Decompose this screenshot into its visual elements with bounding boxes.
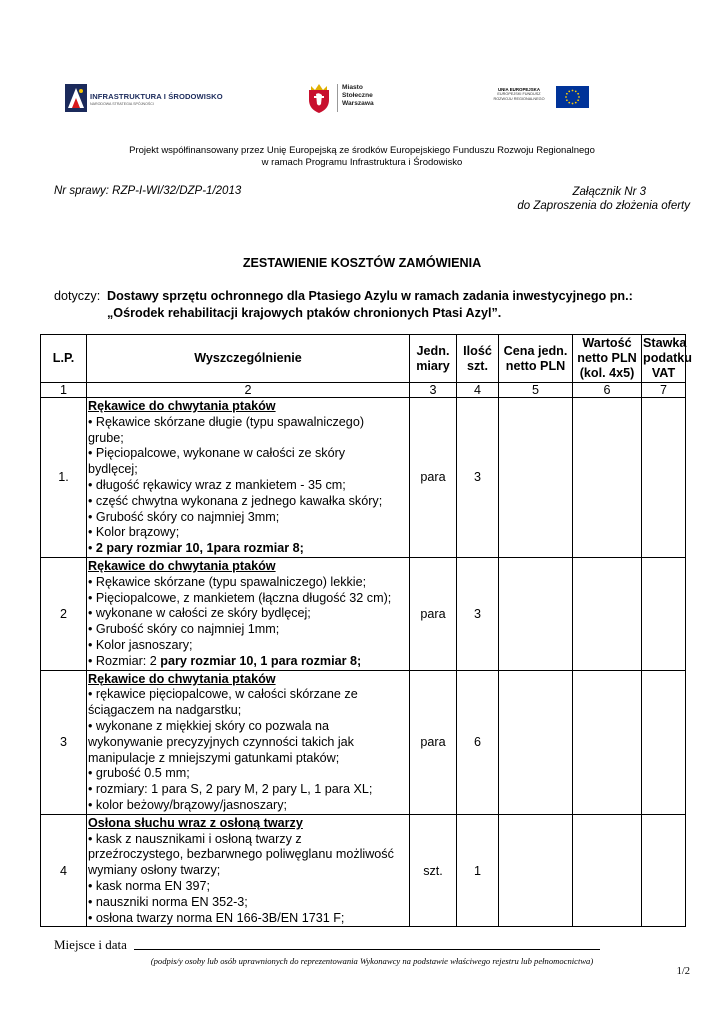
col-number: 1 [41,383,87,398]
row-description [87,814,410,927]
header-unit: Jedn. miary [410,335,457,383]
item-line-size: • Rozmiar: 2 pary rozmiar 10, 1 para rozmiar 8; [88,653,362,668]
item-line: • osłona twarzy norma EN 166-3B/EN 1731 F; [88,910,345,925]
table-row [41,398,686,558]
item-line: • Kolor jasnoszary; [88,637,193,652]
item-line: • grubość 0.5 mm; [88,766,190,781]
item-name: Rękawice do chwytania ptaków [88,558,276,573]
row-qty: 6 [457,670,499,814]
annex-reference: Załącznik Nr 3 do Zaproszenia do złożenia oferty [517,186,690,212]
subject-text: Dostawy sprzętu ochronnego dla Ptasiego Azylu w ramach zadania inwestycyjnego pn.: „Ośrodek rehabilitacji krajowych ptaków chronionych Ptasi Azyl”. [107,289,633,320]
signature-line[interactable] [134,949,600,950]
row-description [87,670,410,814]
col-number: 7 [642,383,686,398]
item-name: Rękawice do chwytania ptaków [88,399,276,413]
row-lp: 4 [41,814,87,927]
infrastructure-emblem-icon [65,84,87,112]
header-spec: Wyszczególnienie [87,335,410,383]
item-name: Osłona słuchu wraz z osłoną twarzy [88,815,303,830]
page-number: 1/2 [676,966,690,977]
item-line: • rękawice pięciopalcowe, w całości skórzane ze [88,687,358,702]
col-number: 2 [87,383,410,398]
col-number: 3 [410,383,457,398]
warsaw-logo-separator [337,84,338,112]
column-number-row [41,383,686,398]
item-line: • Pięciopalcowe, wykonane w całości ze skóry [88,446,346,461]
place-and-date [54,937,600,953]
row-description [87,398,410,558]
table-header-row [41,335,686,383]
col-number: 5 [499,383,573,398]
table-row [41,814,686,927]
row-value-cell[interactable] [573,814,642,927]
item-line: • rozmiary: 1 para S, 2 pary M, 2 pary L, 1 para XL; [88,782,373,797]
eu-star-icon [577,99,579,101]
eu-star-icon [572,90,574,92]
row-vat-cell[interactable] [642,557,686,670]
table-row [41,670,686,814]
eu-star-icon [566,93,568,95]
eu-star-icon [566,99,568,101]
item-line: • Grubość skóry co najmniej 1mm; [88,622,280,637]
row-unit: para [410,670,457,814]
item-line: przeźroczystego, bezbarwnego poliwęglanu możliwość [88,847,394,862]
row-unit: para [410,398,457,558]
row-value-cell[interactable] [573,398,642,558]
subject-label: dotyczy: [54,289,101,303]
item-line: • kask norma EN 397; [88,878,211,893]
row-price-cell[interactable] [499,557,573,670]
item-line: wymiany osłony twarzy; [88,863,221,878]
header-price: Cena jedn. netto PLN [499,335,573,383]
place-date-label: Miejsce i data [54,937,127,952]
row-unit: para [410,557,457,670]
header-value: Wartość netto PLN (kol. 4x5) [573,335,642,383]
eu-flag-icon [556,86,589,108]
eu-star-icon [578,96,580,98]
item-line-size: • 2 pary rozmiar 10, 1para rozmiar 8; [88,541,304,556]
header-lp: L.P. [41,335,87,383]
row-qty: 3 [457,398,499,558]
eu-star-icon [577,93,579,95]
item-line: grube; [88,430,124,445]
warsaw-logo [306,82,406,116]
case-number: Nr sprawy: RZP-I-WI/32/DZP-1/2013 [54,185,242,197]
eu-star-icon [568,90,570,92]
logo-bar [0,78,724,122]
item-line: • Rękawice skórzane długie (typu spawalniczego) [88,414,365,429]
infrastructure-logo-subtitle: NARODOWA STRATEGIA SPÓJNOŚCI [90,102,154,106]
header-qty: Ilość szt. [457,335,499,383]
item-line: • wykonane w całości ze skóry bydlęcej; [88,606,311,621]
signature-note: (podpis/y osoby lub osób uprawnionych do reprezentowania Wykonawcy na podstawie właściwego rejestru lub pełnomocnictwa) [150,956,594,966]
row-lp: 2 [41,557,87,670]
eu-logo-text: UNIA EUROPEJSKA EUROPEJSKI FUNDUSZ ROZWOJU REGIONALNEGO [493,87,545,101]
warsaw-logo-text: Miasto Stołeczne Warszawa [342,84,374,108]
eu-star-icon [575,102,577,104]
project-funding-note: Projekt współfinansowany przez Unię Europejską ze środków Europejskiego Funduszu Rozwoju Regionalnego w ramach Programu Infrastruktura i Środowisko [129,145,595,168]
eu-star-icon [575,90,577,92]
header-vat: Stawka podatku VAT [642,335,686,383]
eu-star-icon [572,103,574,105]
row-description [87,557,410,670]
col-number: 6 [573,383,642,398]
row-value-cell[interactable] [573,557,642,670]
infrastructure-logo [65,84,235,114]
eu-logo [484,86,590,112]
item-line: • kask z nausznikami i osłoną twarzy z [88,831,302,846]
item-line: • Grubość skóry co najmniej 3mm; [88,509,280,524]
row-lp: 1. [41,398,87,558]
item-line: ściągaczem na nadgarstku; [88,703,242,718]
item-line: • Pięciopalcowe, z mankietem (łączna długość 32 cm); [88,590,392,605]
item-line: • Kolor brązowy; [88,525,180,540]
item-line: manipulacje z mniejszymi gatunkami ptaków; [88,750,340,765]
warsaw-crest-icon [306,82,332,114]
col-number: 4 [457,383,499,398]
row-vat-cell[interactable] [642,670,686,814]
infrastructure-logo-title: INFRASTRUKTURA I ŚRODOWISKO [90,92,223,101]
row-price-cell[interactable] [499,814,573,927]
row-price-cell[interactable] [499,670,573,814]
row-qty: 1 [457,814,499,927]
cost-table [40,334,692,927]
row-price-cell[interactable] [499,398,573,558]
row-unit: szt. [410,814,457,927]
row-value-cell[interactable] [573,670,642,814]
eu-star-icon [565,96,567,98]
item-line: • długość rękawicy wraz z mankietem - 35 cm; [88,477,346,492]
item-line: • Rękawice skórzane (typu spawalniczego) lekkie; [88,574,367,589]
item-line: • część chwytna wykonana z jednego kawałka skóry; [88,493,383,508]
table-row [41,557,686,670]
item-line: • nauszniki norma EN 352-3; [88,894,248,909]
item-line: bydlęcej; [88,462,138,477]
row-vat-cell[interactable] [642,398,686,558]
item-line: • kolor beżowy/brązowy/jasnoszary; [88,797,287,812]
item-line: wykonywanie precyzyjnych czynności takich jak [88,734,354,749]
eu-star-icon [568,102,570,104]
item-line: • wykonane z miękkiej skóry co pozwala na [88,718,329,733]
document-title: ZESTAWIENIE KOSZTÓW ZAMÓWIENIA [242,256,482,270]
item-name: Rękawice do chwytania ptaków [88,671,276,686]
row-lp: 3 [41,670,87,814]
row-vat-cell[interactable] [642,814,686,927]
row-qty: 3 [457,557,499,670]
